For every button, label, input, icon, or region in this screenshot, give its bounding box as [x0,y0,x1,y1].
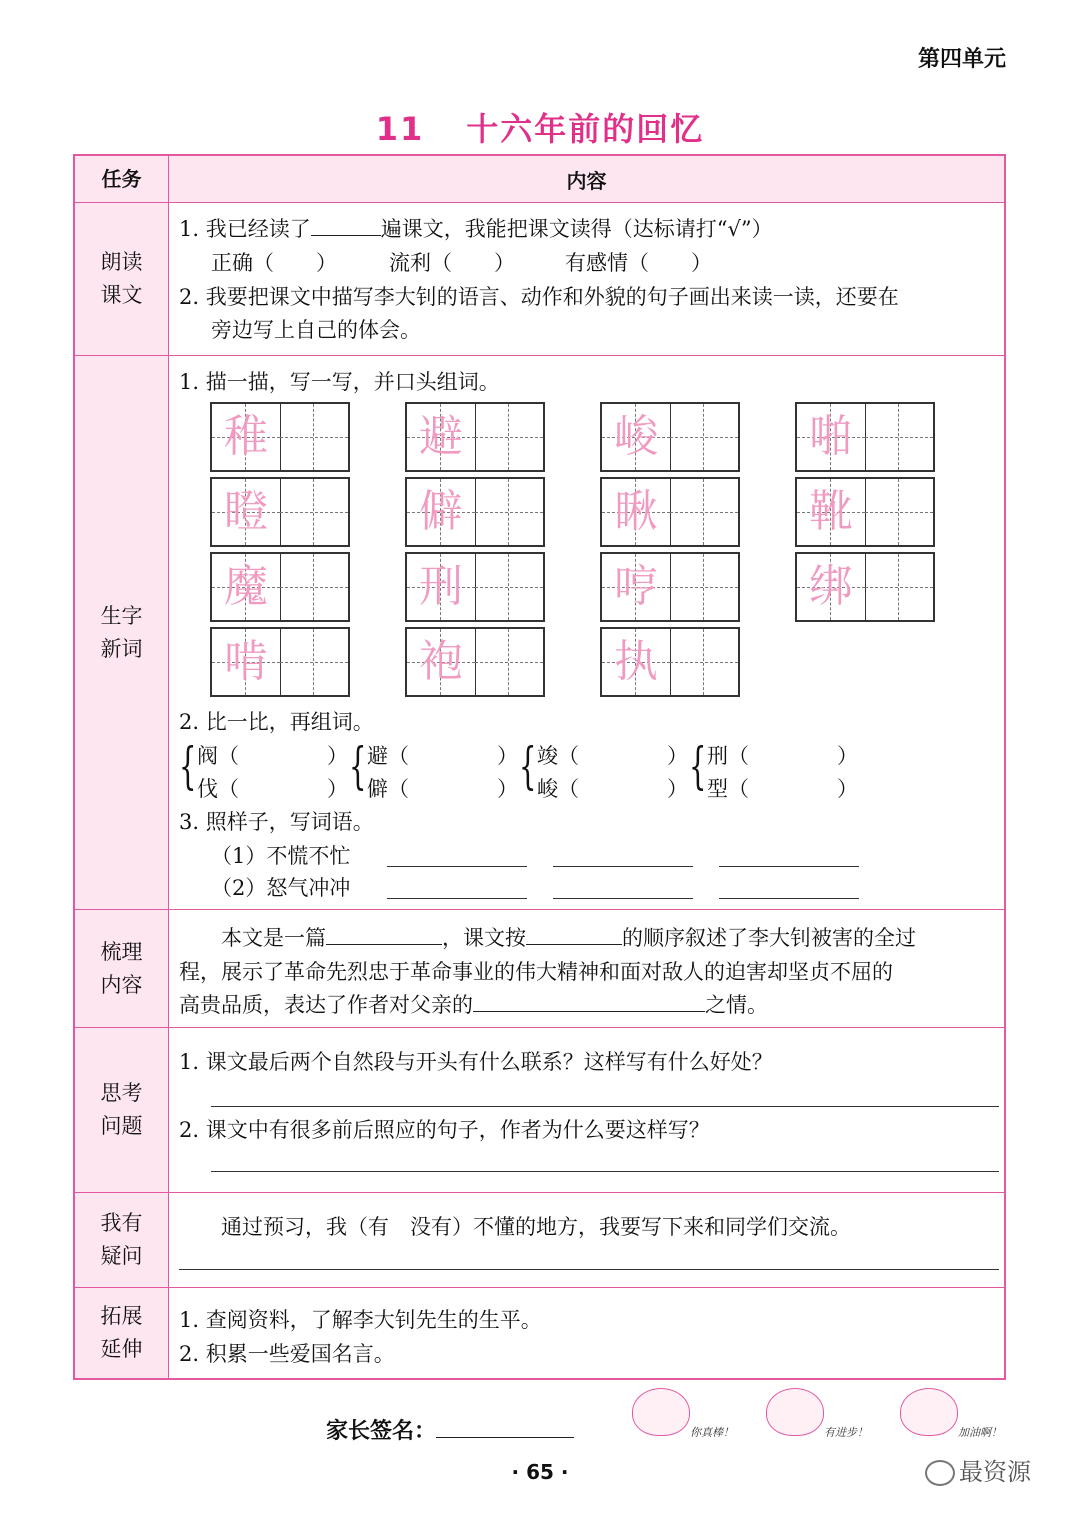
char-grid[interactable] [600,552,740,622]
brace-icon: { [179,737,197,795]
brace-icon: { [689,737,707,795]
extension-item-2: 2. 积累一些爱国名言。 [179,1342,395,1366]
label-thinking: 思考问题 [75,1028,169,1192]
write-cell[interactable] [670,404,738,470]
signature-blank[interactable] [436,1419,574,1438]
parent-signature-label: 家长签名： [326,1414,574,1445]
trace-char: 啪 [809,411,853,462]
label-questions: 我有疑问 [75,1193,169,1287]
summary-line-3: 高贵品质，表达了作者对父亲的 之情。 [179,993,768,1017]
answer-line[interactable] [553,866,693,867]
answer-line[interactable] [553,898,693,899]
unit-label: 第四单元 [917,47,1006,72]
answer-line[interactable] [387,898,527,899]
example-1: （1）不慌不忙 [211,844,351,868]
check-fluent[interactable]: 流利（ ） [389,251,515,275]
lesson-number: 11 [375,110,425,148]
words-q2: 2. 比一比，再组词。 [179,710,374,734]
watermark: 最资源 [925,1452,1031,1487]
trace-cell[interactable] [212,629,281,695]
compare-answer-slot[interactable]: ） [497,744,518,768]
answer-line[interactable] [719,866,859,867]
trace-char: 刑 [419,561,463,612]
row-extension [75,1288,1004,1378]
row-thinking [75,1028,1004,1193]
write-cell[interactable] [670,629,738,695]
page-number: · 65 · [511,1460,569,1484]
trace-cell[interactable] [602,554,671,620]
char-grid[interactable] [795,402,935,472]
char-grid[interactable] [405,627,545,697]
compare-answer-slot[interactable]: ） [837,777,858,801]
write-cell[interactable] [865,404,933,470]
compare-char: 型（ [707,777,749,801]
genre-blank[interactable] [326,924,442,945]
row-questions [75,1193,1004,1288]
cat-face-icon [900,1388,958,1436]
extension-item-1: 1. 查阅资料，了解李大钊先生的生平。 [179,1308,542,1332]
header-content: 内容 [169,156,1004,202]
write-cell[interactable] [865,554,933,620]
lesson-title [0,104,1080,150]
thinking-q1: 1. 课文最后两个自然段与开头有什么联系？这样写有什么好处？ [179,1050,773,1074]
words-q1: 1. 描一描，写一写，并口头组词。 [179,370,500,394]
trace-cell[interactable] [407,554,476,620]
trace-cell[interactable] [602,629,671,695]
write-cell[interactable] [475,404,543,470]
compare-char: 伐（ [197,777,239,801]
trace-char: 执 [614,636,658,687]
trace-cell[interactable] [602,404,671,470]
words-q3: 3. 照样子，写词语。 [179,810,374,834]
trace-cell[interactable] [212,404,281,470]
compare-char: 竣（ [537,744,579,768]
compare-answer-slot[interactable]: ） [837,744,858,768]
compare-answer-slot[interactable]: ） [327,777,348,801]
label-reading: 朗读课文 [75,203,169,355]
trace-cell[interactable] [797,479,866,545]
write-cell[interactable] [280,404,348,470]
answer-line[interactable] [211,1106,999,1107]
write-cell[interactable] [280,629,348,695]
trace-char: 哼 [614,561,658,612]
trace-cell[interactable] [797,404,866,470]
example-2: （2）怒气冲冲 [211,876,351,900]
brace-icon: { [349,737,367,795]
check-correct[interactable]: 正确（ ） [211,251,337,275]
compare-answer-slot[interactable]: ） [667,744,688,768]
char-grid[interactable] [210,552,350,622]
compare-char: 僻（ [367,777,409,801]
write-cell[interactable] [670,554,738,620]
write-cell[interactable] [865,479,933,545]
trace-char: 峻 [614,411,658,462]
task-table [73,154,1006,1380]
char-grid[interactable] [210,402,350,472]
compare-char: 峻（ [537,777,579,801]
trace-cell[interactable] [797,554,866,620]
write-cell[interactable] [475,629,543,695]
label-summary: 梳理内容 [75,910,169,1027]
compare-answer-slot[interactable]: ） [327,744,348,768]
compare-char: 刑（ [707,744,749,768]
char-grid[interactable] [210,477,350,547]
write-cell[interactable] [670,479,738,545]
row-summary [75,910,1004,1028]
questions-text: 通过预习，我（有 没有）不懂的地方，我要写下来和同学们交流。 [221,1215,851,1239]
trace-char: 袍 [419,636,463,687]
summary-line-1: 本文是一篇 ，课文按 的顺序叙述了李大钊被害的全过 [221,926,916,950]
label-extension: 拓展延伸 [75,1288,169,1378]
trace-char: 瞅 [614,486,658,537]
reading-item-2: 2. 我要把课文中描写李大钊的语言、动作和外貌的句子画出来读一读，还要在 [179,285,899,309]
thinking-q2: 2. 课文中有很多前后照应的句子，作者为什么要这样写？ [179,1118,710,1142]
char-grid[interactable] [795,477,935,547]
compare-answer-slot[interactable]: ） [497,777,518,801]
char-grid[interactable] [405,477,545,547]
label-new-words: 生字新词 [75,356,169,909]
answer-line[interactable] [179,1269,999,1270]
write-cell[interactable] [475,554,543,620]
trace-char: 魔 [224,561,268,612]
trace-char: 绑 [809,561,853,612]
write-cell[interactable] [280,479,348,545]
write-cell[interactable] [280,554,348,620]
emotion-blank[interactable] [473,991,705,1012]
answer-line[interactable] [387,866,527,867]
trace-char: 避 [419,411,463,462]
check-emotion[interactable]: 有感情（ ） [565,251,712,275]
cat-face-icon [632,1388,690,1436]
cat-face-icon [766,1388,824,1436]
compare-answer-slot[interactable]: ） [667,777,688,801]
char-grid[interactable] [600,402,740,472]
trace-char: 稚 [224,411,268,462]
brace-icon: { [519,737,537,795]
char-grid[interactable] [210,627,350,697]
char-grid[interactable] [795,552,935,622]
row-new-words [75,356,1004,910]
trace-char: 啃 [224,636,268,687]
header-task: 任务 [75,156,169,202]
answer-line[interactable] [211,1171,999,1172]
trace-cell[interactable] [407,479,476,545]
char-grid[interactable] [600,477,740,547]
trace-char: 靴 [809,486,853,537]
trace-cell[interactable] [212,554,281,620]
compare-char: 阀（ [197,744,239,768]
trace-cell[interactable] [212,479,281,545]
trace-char: 僻 [419,486,463,537]
write-cell[interactable] [475,479,543,545]
summary-line-2: 程，展示了革命先烈忠于革命事业的伟大精神和面对敌人的迫害却坚贞不屈的 [179,960,893,984]
trace-char: 瞪 [224,486,268,537]
char-grid[interactable] [600,627,740,697]
trace-cell[interactable] [407,404,476,470]
compare-char: 避（ [367,744,409,768]
order-blank[interactable] [526,924,622,945]
row-reading [75,203,1004,356]
char-grid[interactable] [405,552,545,622]
wechat-icon [925,1460,955,1486]
trace-cell[interactable] [407,629,476,695]
trace-cell[interactable] [602,479,671,545]
char-grid[interactable] [405,402,545,472]
lesson-title-text: 十六年前的回忆 [466,110,705,148]
read-count-blank[interactable] [311,215,381,236]
table-header-row [75,156,1004,203]
reading-item-1: 1. 我已经读了 遍课文，我能把课文读得（达标请打“√”） [179,217,773,241]
answer-line[interactable] [719,898,859,899]
reading-item-2-cont: 旁边写上自己的体会。 [211,318,421,342]
